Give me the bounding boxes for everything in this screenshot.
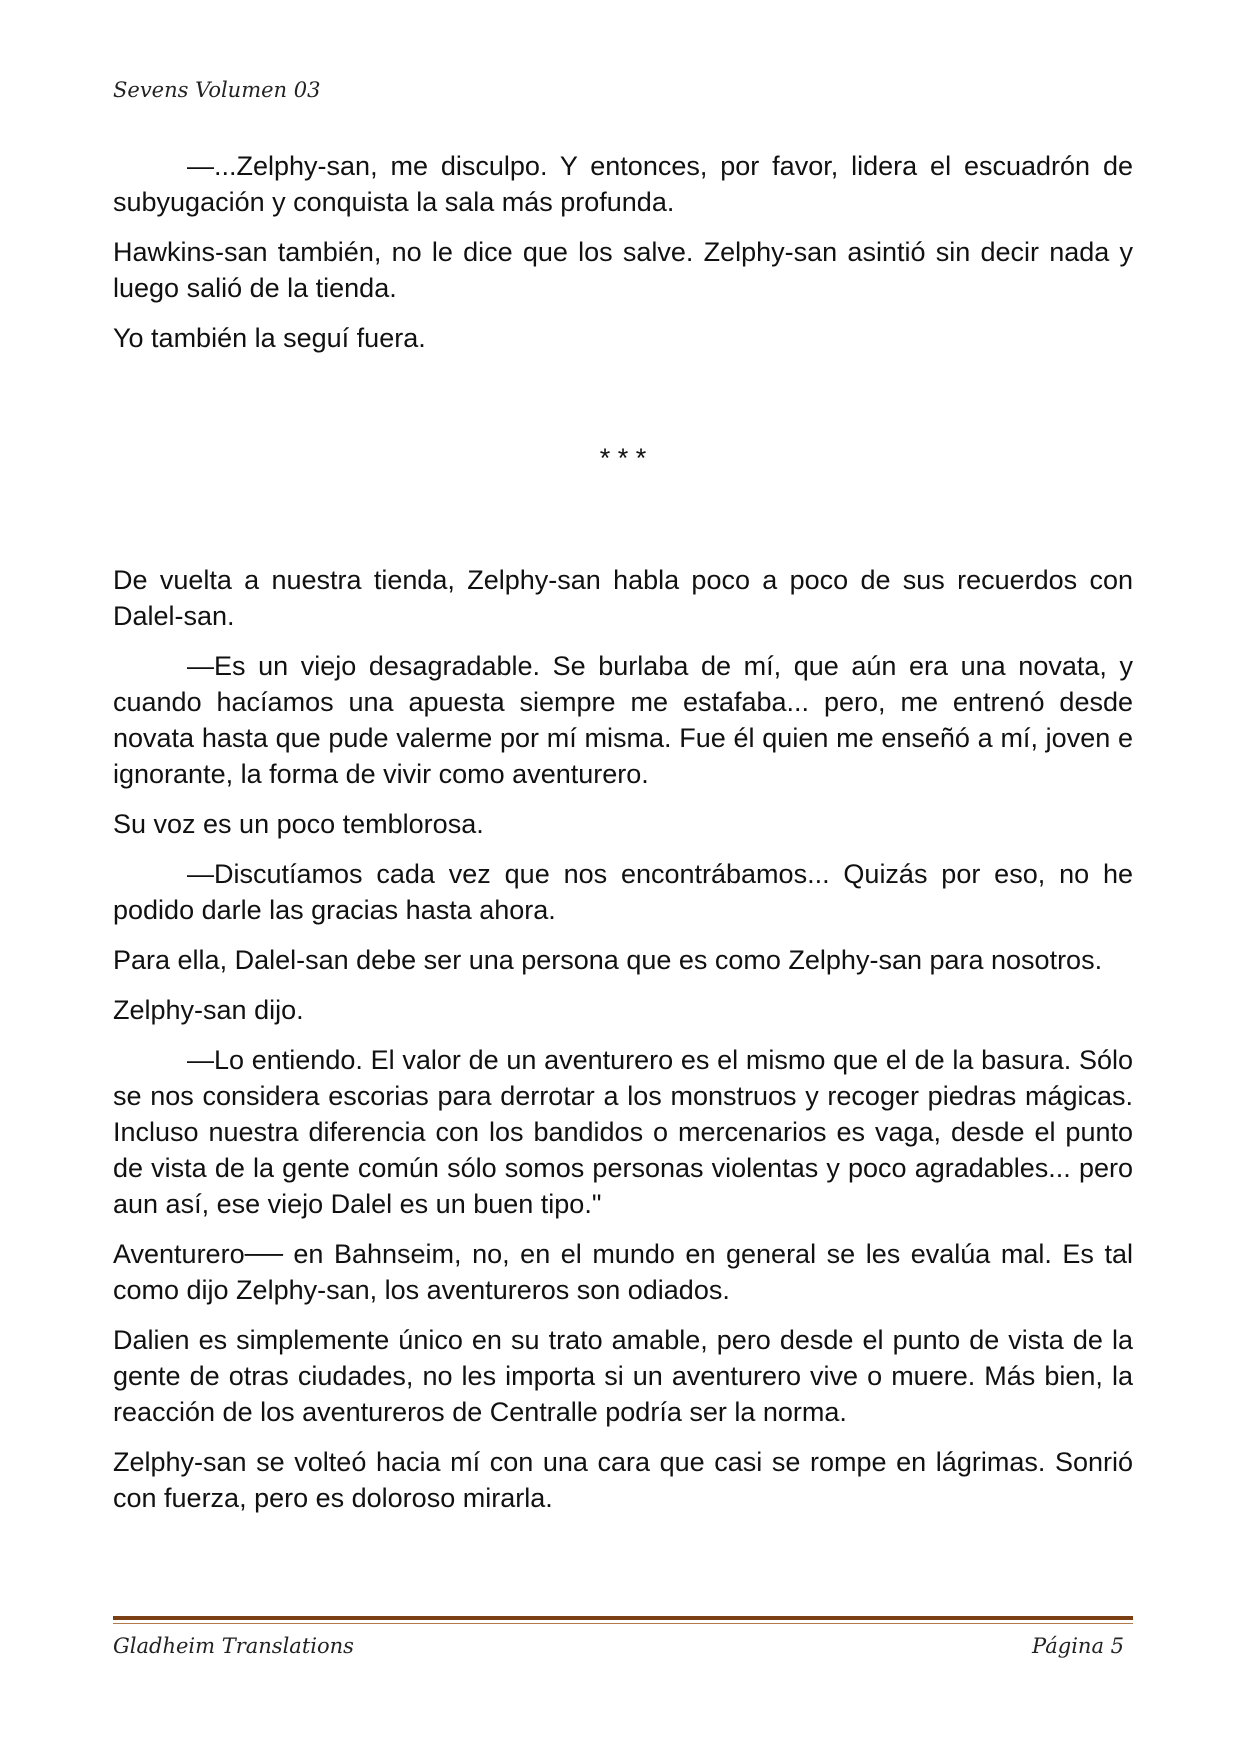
footer-rule bbox=[113, 1616, 1133, 1624]
paragraph: Yo también la seguí fuera. bbox=[113, 323, 426, 353]
footer-rule-thin bbox=[113, 1623, 1133, 1624]
paragraph: —Discutíamos cada vez que nos encontrábamos... Quizás por eso, no he podido darle las gracias hasta ahora. bbox=[113, 859, 1133, 925]
paragraph: Dalien es simplemente único en su trato amable, pero desde el punto de vista de la gente de otras ciudades, no les importa si un aventurero vive o muere. Más bien, la reacción de los aventureros de Centralle podría ser la norma. bbox=[113, 1325, 1133, 1427]
footer-rule-thick bbox=[113, 1616, 1133, 1620]
paragraph: —...Zelphy-san, me disculpo. Y entonces, por favor, lidera el escuadrón de subyugación y conquista la sala más profunda. bbox=[113, 151, 1133, 217]
paragraph: Zelphy-san dijo. bbox=[113, 995, 304, 1025]
scene-separator: * * * bbox=[599, 443, 647, 473]
paragraph: De vuelta a nuestra tienda, Zelphy-san habla poco a poco de sus recuerdos con Dalel-san. bbox=[113, 565, 1133, 631]
page-header-title: Sevens Volumen 03 bbox=[113, 78, 321, 102]
document-body bbox=[113, 148, 1133, 1530]
paragraph: Hawkins-san también, no le dice que los salve. Zelphy-san asintió sin decir nada y luego salió de la tienda. bbox=[113, 237, 1133, 303]
paragraph: Aventurero── en Bahnseim, no, en el mundo en general se les evalúa mal. Es tal como dijo Zelphy-san, los aventureros son odiados. bbox=[113, 1239, 1133, 1305]
footer-page-number: Página 5 bbox=[1032, 1634, 1124, 1658]
paragraph: Zelphy-san se volteó hacia mí con una cara que casi se rompe en lágrimas. Sonrió con fuerza, pero es doloroso mirarla. bbox=[113, 1447, 1133, 1513]
footer-publisher: Gladheim Translations bbox=[113, 1634, 354, 1658]
paragraph: —Lo entiendo. El valor de un aventurero es el mismo que el de la basura. Sólo se nos considera escorias para derrotar a los monstruos y recoger piedras mágicas. Incluso nuestra diferencia con los bandidos o mercenarios es vaga, desde el punto de vista de la gente común sólo somos personas violentas y poco agradables... pero aun así, ese viejo Dalel es un buen tipo." bbox=[113, 1045, 1133, 1219]
paragraph: Su voz es un poco temblorosa. bbox=[113, 809, 484, 839]
paragraph: —Es un viejo desagradable. Se burlaba de mí, que aún era una novata, y cuando hacíamos una apuesta siempre me estafaba... pero, me entrenó desde novata hasta que pude valerme por mí misma. Fue él quien me enseñó a mí, joven e ignorante, la forma de vivir como aventurero. bbox=[113, 651, 1133, 789]
paragraph: Para ella, Dalel-san debe ser una persona que es como Zelphy-san para nosotros. bbox=[113, 945, 1103, 975]
